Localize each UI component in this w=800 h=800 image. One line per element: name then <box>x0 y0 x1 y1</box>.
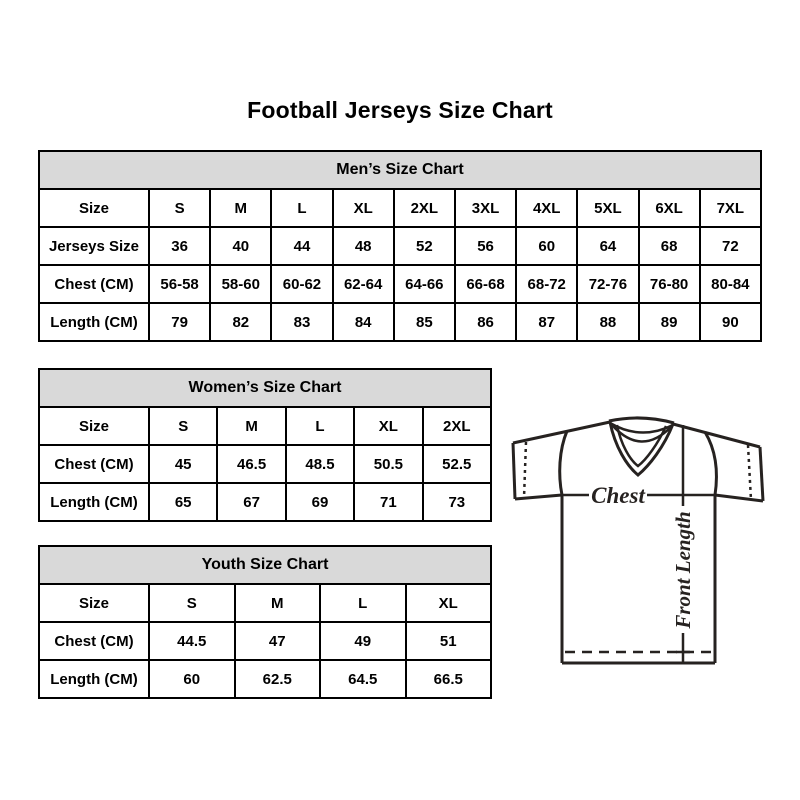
table-row <box>39 445 491 483</box>
cell-value: 49 <box>320 622 406 660</box>
table-header-row <box>39 151 761 189</box>
jersey-measurement-diagram <box>495 400 795 700</box>
cell-value: 60 <box>149 660 235 698</box>
cell-value: 66.5 <box>406 660 492 698</box>
mens-table-title: Men’s Size Chart <box>39 151 761 189</box>
cell-value: S <box>149 584 235 622</box>
cell-value: 76-80 <box>639 265 700 303</box>
cell-value: 44 <box>271 227 332 265</box>
row-label: Size <box>39 189 149 227</box>
cell-value: 50.5 <box>354 445 422 483</box>
table-row <box>39 303 761 341</box>
row-label: Length (CM) <box>39 660 149 698</box>
row-label: Chest (CM) <box>39 265 149 303</box>
cell-value: L <box>320 584 406 622</box>
cell-value: 89 <box>639 303 700 341</box>
cell-value: 66-68 <box>455 265 516 303</box>
cell-value: 64.5 <box>320 660 406 698</box>
cell-value: 67 <box>217 483 285 521</box>
cell-value: 52.5 <box>423 445 491 483</box>
front-length-label: Front Length <box>671 511 695 629</box>
row-label: Jerseys Size <box>39 227 149 265</box>
youth-table-title: Youth Size Chart <box>39 546 491 584</box>
row-label: Length (CM) <box>39 303 149 341</box>
cell-value: 3XL <box>455 189 516 227</box>
womens-size-table <box>38 368 492 522</box>
cell-value: 58-60 <box>210 265 271 303</box>
cell-value: 64 <box>577 227 638 265</box>
cell-value: 79 <box>149 303 210 341</box>
cell-value: 62.5 <box>235 660 321 698</box>
cell-value: 72-76 <box>577 265 638 303</box>
table-row <box>39 622 491 660</box>
cell-value: 71 <box>354 483 422 521</box>
row-label: Chest (CM) <box>39 622 149 660</box>
table-row <box>39 407 491 445</box>
cell-value: 69 <box>286 483 354 521</box>
cell-value: 7XL <box>700 189 761 227</box>
table-header-row <box>39 369 491 407</box>
cell-value: 2XL <box>423 407 491 445</box>
cell-value: 88 <box>577 303 638 341</box>
cell-value: XL <box>354 407 422 445</box>
cell-value: 6XL <box>639 189 700 227</box>
cell-value: M <box>235 584 321 622</box>
row-label: Chest (CM) <box>39 445 149 483</box>
cell-value: 85 <box>394 303 455 341</box>
table-row <box>39 189 761 227</box>
row-label: Size <box>39 407 149 445</box>
cell-value: 2XL <box>394 189 455 227</box>
cell-value: XL <box>406 584 492 622</box>
page-title: Football Jerseys Size Chart <box>247 97 553 123</box>
cell-value: 48 <box>333 227 394 265</box>
chest-label: Chest <box>591 483 645 508</box>
cell-value: 44.5 <box>149 622 235 660</box>
youth-size-table <box>38 545 492 699</box>
cell-value: 83 <box>271 303 332 341</box>
cell-value: 60-62 <box>271 265 332 303</box>
table-row <box>39 227 761 265</box>
cell-value: 62-64 <box>333 265 394 303</box>
cell-value: 73 <box>423 483 491 521</box>
table-row <box>39 265 761 303</box>
cell-value: 80-84 <box>700 265 761 303</box>
cell-value: S <box>149 407 217 445</box>
cell-value: M <box>217 407 285 445</box>
cell-value: 52 <box>394 227 455 265</box>
row-label: Length (CM) <box>39 483 149 521</box>
cell-value: 82 <box>210 303 271 341</box>
jersey-outline-icon <box>513 418 763 663</box>
cell-value: 56-58 <box>149 265 210 303</box>
cell-value: S <box>149 189 210 227</box>
cell-value: 72 <box>700 227 761 265</box>
cell-value: 64-66 <box>394 265 455 303</box>
cell-value: 60 <box>516 227 577 265</box>
cell-value: 47 <box>235 622 321 660</box>
cell-value: 40 <box>210 227 271 265</box>
cell-value: 90 <box>700 303 761 341</box>
cell-value: 45 <box>149 445 217 483</box>
table-row <box>39 660 491 698</box>
cell-value: 48.5 <box>286 445 354 483</box>
cell-value: L <box>286 407 354 445</box>
cell-value: 36 <box>149 227 210 265</box>
table-header-row <box>39 546 491 584</box>
table-row <box>39 584 491 622</box>
cell-value: 56 <box>455 227 516 265</box>
mens-size-table <box>38 150 762 342</box>
cell-value: 51 <box>406 622 492 660</box>
row-label: Size <box>39 584 149 622</box>
cell-value: 86 <box>455 303 516 341</box>
cell-value: 84 <box>333 303 394 341</box>
table-row <box>39 483 491 521</box>
cell-value: XL <box>333 189 394 227</box>
womens-table-title: Women’s Size Chart <box>39 369 491 407</box>
cell-value: 68-72 <box>516 265 577 303</box>
cell-value: 4XL <box>516 189 577 227</box>
cell-value: M <box>210 189 271 227</box>
cell-value: 46.5 <box>217 445 285 483</box>
cell-value: L <box>271 189 332 227</box>
cell-value: 68 <box>639 227 700 265</box>
cell-value: 65 <box>149 483 217 521</box>
cell-value: 5XL <box>577 189 638 227</box>
cell-value: 87 <box>516 303 577 341</box>
